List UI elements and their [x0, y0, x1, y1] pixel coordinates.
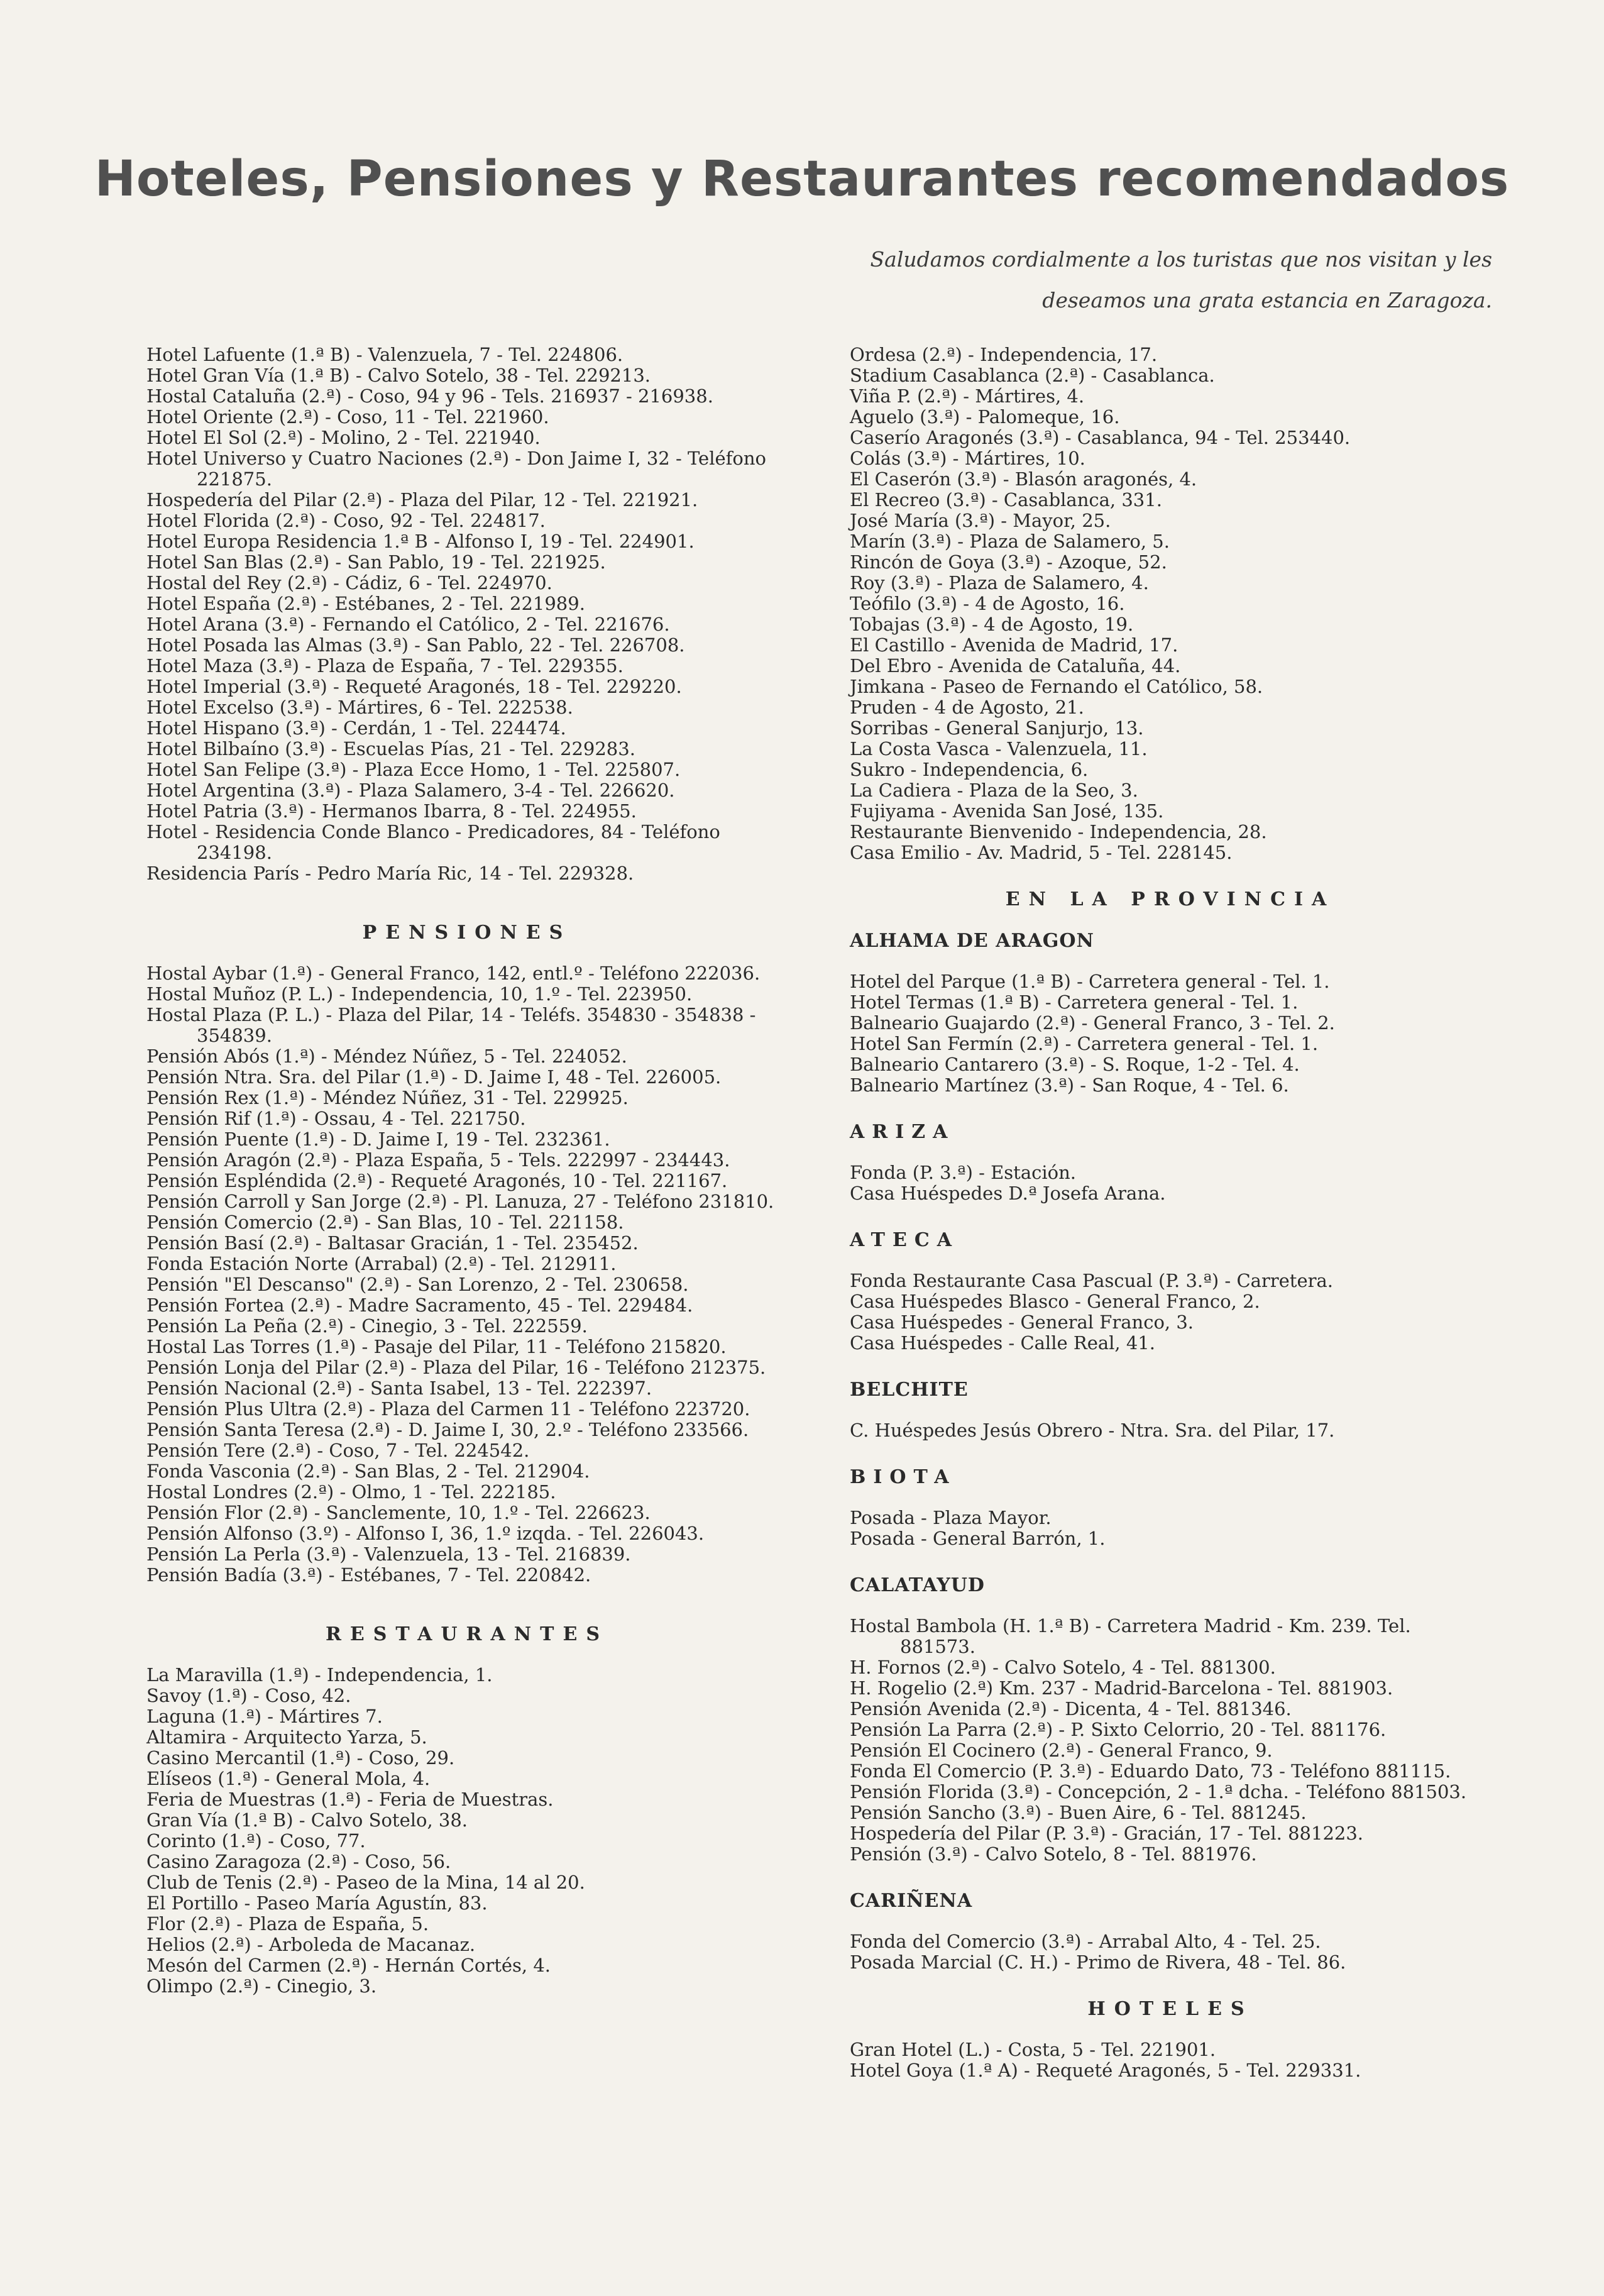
- province-entry: Casa Huéspedes - General Franco, 3.: [850, 1311, 1194, 1333]
- province-entry: Balneario Martínez (3.ª) - San Roque, 4 - Tel. 6.: [850, 1074, 1289, 1096]
- hotel-entry: Hotel Oriente (2.ª) - Coso, 11 - Tel. 221960.: [146, 406, 549, 428]
- restaurant-entry: Casino Mercantil (1.ª) - Coso, 29.: [146, 1747, 455, 1769]
- pension-entry: Pensión Alfonso (3.º) - Alfonso I, 36, 1.º izqda. - Tel. 226043.: [146, 1523, 705, 1544]
- hotel-entry: Hotel Hispano (3.ª) - Cerdán, 1 - Tel. 224474.: [146, 717, 566, 739]
- hotel-entry: Hostal del Rey (2.ª) - Cádiz, 6 - Tel. 224970.: [146, 572, 552, 593]
- province-entry: Balneario Cantarero (3.ª) - S. Roque, 1-2 - Tel. 4.: [850, 1054, 1300, 1075]
- restaurant-entry: Savoy (1.ª) - Coso, 42.: [146, 1685, 351, 1706]
- restaurant-entry: Laguna (1.ª) - Mártires 7.: [146, 1706, 383, 1727]
- intro-text: [612, 239, 1492, 321]
- restaurant-entry: Mesón del Carmen (2.ª) - Hernán Cortés, 4.: [146, 1955, 551, 1976]
- restaurant-entry: La Cadiera - Plaza de la Seo, 3.: [850, 780, 1138, 801]
- hotel-entry: Hotel Goya (1.ª A) - Requeté Aragonés, 5 - Tel. 229331.: [850, 2060, 1361, 2081]
- restaurant-entry: Restaurante Bienvenido - Independencia, 28.: [850, 821, 1267, 842]
- restaurant-entry: La Maravilla (1.ª) - Independencia, 1.: [146, 1664, 493, 1686]
- province-entry: Pensión (3.ª) - Calvo Sotelo, 8 - Tel. 881976.: [850, 1843, 1257, 1865]
- pension-entry: Pensión Rif (1.ª) - Ossau, 4 - Tel. 221750.: [146, 1108, 526, 1129]
- restaurant-entry: La Costa Vasca - Valenzuela, 11.: [850, 738, 1148, 759]
- restaurant-entry: Teófilo (3.ª) - 4 de Agosto, 16.: [850, 593, 1125, 614]
- pension-entry: Pensión Plus Ultra (2.ª) - Plaza del Carmen 11 - Teléfono 223720.: [146, 1398, 750, 1420]
- restaurant-entry: Helios (2.ª) - Arboleda de Macanaz.: [146, 1934, 476, 1955]
- province-entry: C. Huéspedes Jesús Obrero - Ntra. Sra. del Pilar, 17.: [850, 1420, 1335, 1441]
- pension-entry: Fonda Vasconia (2.ª) - San Blas, 2 - Tel. 212904.: [146, 1460, 590, 1482]
- hotel-entry: Hotel Gran Vía (1.ª B) - Calvo Sotelo, 38 - Tel. 229213.: [146, 365, 651, 386]
- town-heading: ARIZA: [850, 1121, 955, 1143]
- spacer: [850, 1401, 1491, 1420]
- province-entry: Casa Huéspedes D.ª Josefa Arana.: [850, 1183, 1166, 1204]
- hotel-entry: Hotel Excelso (3.ª) - Mártires, 6 - Tel. 222538.: [146, 697, 573, 718]
- province-entry: Hotel San Fermín (2.ª) - Carretera general - Tel. 1.: [850, 1033, 1319, 1054]
- province-entry: Hospedería del Pilar (P. 3.ª) - Gracián, 17 - Tel. 881223.: [850, 1823, 1364, 1844]
- town-heading: BIOTA: [850, 1466, 957, 1488]
- restaurant-entry: Colás (3.ª) - Mártires, 10.: [850, 448, 1085, 469]
- spacer: [850, 1441, 1491, 1466]
- town-heading: CALATAYUD: [850, 1574, 985, 1596]
- province-entry: Fonda del Comercio (3.ª) - Arrabal Alto, 4 - Tel. 25.: [850, 1931, 1321, 1952]
- left-column: [146, 345, 788, 1997]
- restaurant-entry: El Caserón (3.ª) - Blasón aragonés, 4.: [850, 468, 1197, 490]
- hotel-entry: Hotel Lafuente (1.ª B) - Valenzuela, 7 - Tel. 224806.: [146, 344, 623, 365]
- pension-entry: Hostal Aybar (1.ª) - General Franco, 142, entl.º - Teléfono 222036.: [146, 963, 761, 984]
- province-entry: Casa Huéspedes - Calle Real, 41.: [850, 1332, 1155, 1354]
- hotel-entry: Residencia París - Pedro María Ric, 14 - Tel. 229328.: [146, 863, 634, 884]
- section-heading-provincia: EN LA PROVINCIA: [1005, 888, 1336, 910]
- province-entry: Fonda Restaurante Casa Pascual (P. 3.ª) - Carretera.: [850, 1270, 1333, 1291]
- restaurant-entry: Olimpo (2.ª) - Cinegio, 3.: [146, 1975, 377, 1997]
- hotel-entry: Hotel Universo y Cuatro Naciones (2.ª) - Don Jaime I, 32 - Teléfono 221875.: [146, 448, 766, 490]
- hotel-entry: Hotel Imperial (3.ª) - Requeté Aragonés, 18 - Tel. 229220.: [146, 676, 682, 697]
- province-entry: Fonda (P. 3.ª) - Estación.: [850, 1162, 1076, 1183]
- town-heading: ATECA: [850, 1229, 959, 1251]
- restaurant-entry: Elíseos (1.ª) - General Mola, 4.: [146, 1768, 431, 1789]
- province-entry: Casa Huéspedes Blasco - General Franco, 2.: [850, 1291, 1260, 1312]
- restaurant-entry: Sukro - Independencia, 6.: [850, 759, 1089, 780]
- spacer: [850, 1096, 1491, 1121]
- spacer: [850, 1144, 1491, 1162]
- pension-entry: Pensión Badía (3.ª) - Estébanes, 7 - Tel. 220842.: [146, 1564, 591, 1586]
- pension-entry: Pensión "El Descanso" (2.ª) - San Lorenzo, 2 - Tel. 230658.: [146, 1274, 689, 1295]
- page-title: Hoteles, Pensiones y Restaurantes recomendados: [94, 151, 1510, 207]
- hotel-entry: Hotel Argentina (3.ª) - Plaza Salamero, 3-4 - Tel. 226620.: [146, 780, 675, 801]
- restaurant-entry: Casa Emilio - Av. Madrid, 5 - Tel. 228145.: [850, 842, 1233, 863]
- spacer: [146, 1646, 788, 1665]
- pension-entry: Pensión Comercio (2.ª) - San Blas, 10 - Tel. 221158.: [146, 1211, 624, 1233]
- hotel-entry: Gran Hotel (L.) - Costa, 5 - Tel. 221901.: [850, 2039, 1216, 2060]
- pension-entry: Hostal Muñoz (P. L.) - Independencia, 10, 1.º - Tel. 223950.: [146, 983, 693, 1005]
- spacer: [850, 911, 1491, 930]
- pension-entry: Fonda Estación Norte (Arrabal) (2.ª) - Tel. 212911.: [146, 1253, 617, 1274]
- restaurant-entry: Marín (3.ª) - Plaza de Salamero, 5.: [850, 531, 1170, 552]
- town-heading: BELCHITE: [850, 1379, 969, 1401]
- pension-entry: Pensión Rex (1.ª) - Méndez Núñez, 31 - Tel. 229925.: [146, 1087, 629, 1108]
- province-entry: Posada - Plaza Mayor.: [850, 1507, 1052, 1528]
- restaurant-entry: Roy (3.ª) - Plaza de Salamero, 4.: [850, 572, 1149, 593]
- restaurant-entry: Tobajas (3.ª) - 4 de Agosto, 19.: [850, 614, 1134, 635]
- hotel-entry: Hotel Posada las Almas (3.ª) - San Pablo, 22 - Tel. 226708.: [146, 634, 685, 656]
- restaurant-entry: Del Ebro - Avenida de Cataluña, 44.: [850, 655, 1181, 676]
- spacer: [850, 1549, 1491, 1574]
- section-heading-pensiones: PENSIONES: [362, 922, 572, 944]
- hotel-entry: Hotel Patria (3.ª) - Hermanos Ibarra, 8 - Tel. 224955.: [146, 800, 637, 822]
- province-entry: Fonda El Comercio (P. 3.ª) - Eduardo Dato, 73 - Teléfono 881115.: [850, 1760, 1451, 1782]
- restaurant-entry: Ordesa (2.ª) - Independencia, 17.: [850, 344, 1158, 365]
- intro-line-1: Saludamos cordialmente a los turistas que nos visitan y les: [870, 247, 1492, 272]
- town-heading: CARIÑENA: [850, 1890, 973, 1912]
- province-entry: Pensión Florida (3.ª) - Concepción, 2 - 1.ª dcha. - Teléfono 881503.: [850, 1781, 1467, 1802]
- pension-entry: Pensión La Perla (3.ª) - Valenzuela, 13 - Tel. 216839.: [146, 1543, 631, 1565]
- hotel-entry: Hospedería del Pilar (2.ª) - Plaza del Pilar, 12 - Tel. 221921.: [146, 489, 698, 511]
- province-entry: Pensión Avenida (2.ª) - Dicenta, 4 - Tel. 881346.: [850, 1698, 1292, 1719]
- pension-entry: Pensión Carroll y San Jorge (2.ª) - Pl. Lanuza, 27 - Teléfono 231810.: [146, 1191, 774, 1212]
- hotel-entry: Hotel Bilbaíno (3.ª) - Escuelas Pías, 21 - Tel. 229283.: [146, 738, 635, 759]
- spacer: [850, 1912, 1491, 1931]
- restaurant-entry: José María (3.ª) - Mayor, 25.: [850, 510, 1111, 531]
- pension-entry: Pensión Espléndida (2.ª) - Requeté Aragonés, 10 - Tel. 221167.: [146, 1170, 728, 1191]
- province-entry: H. Rogelio (2.ª) Km. 237 - Madrid-Barcelona - Tel. 881903.: [850, 1677, 1393, 1699]
- restaurant-entry: El Castillo - Avenida de Madrid, 17.: [850, 634, 1178, 656]
- spacer: [850, 1597, 1491, 1616]
- hotel-entry: Hotel Europa Residencia 1.ª B - Alfonso I, 19 - Tel. 224901.: [146, 531, 695, 552]
- spacer: [850, 1973, 1491, 1998]
- pension-entry: Pensión Santa Teresa (2.ª) - D. Jaime I, 30, 2.º - Teléfono 233566.: [146, 1419, 749, 1440]
- pension-entry: Pensión Tere (2.ª) - Coso, 7 - Tel. 224542.: [146, 1440, 530, 1461]
- province-entry: Balneario Guajardo (2.ª) - General Franco, 3 - Tel. 2.: [850, 1012, 1335, 1034]
- town-heading: ALHAMA DE ARAGON: [850, 930, 1094, 952]
- spacer: [850, 1865, 1491, 1890]
- province-entry: Hostal Bambola (H. 1.ª B) - Carretera Madrid - Km. 239. Tel. 881573.: [850, 1615, 1411, 1657]
- intro-line-2: deseamos una grata estancia en Zaragoza.: [1042, 288, 1492, 312]
- hotel-entry: Hostal Cataluña (2.ª) - Coso, 94 y 96 - Tels. 216937 - 216938.: [146, 385, 713, 407]
- restaurant-entry: Rincón de Goya (3.ª) - Azoque, 52.: [850, 551, 1167, 573]
- spacer: [850, 1252, 1491, 1271]
- pension-entry: Hostal Londres (2.ª) - Olmo, 1 - Tel. 222185.: [146, 1481, 556, 1503]
- province-entry: Hotel Termas (1.ª B) - Carretera general - Tel. 1.: [850, 991, 1299, 1013]
- pension-entry: Pensión Aragón (2.ª) - Plaza España, 5 - Tels. 222997 - 234443.: [146, 1149, 730, 1171]
- hotel-entry: Hotel El Sol (2.ª) - Molino, 2 - Tel. 221940.: [146, 427, 541, 448]
- pension-entry: Hostal Plaza (P. L.) - Plaza del Pilar, 14 - Teléfs. 354830 - 354838 - 354839.: [146, 1004, 756, 1046]
- spacer: [850, 1204, 1491, 1229]
- spacer: [850, 2021, 1491, 2039]
- restaurant-entry: Casino Zaragoza (2.ª) - Coso, 56.: [146, 1851, 451, 1872]
- pension-entry: Pensión Abós (1.ª) - Méndez Núñez, 5 - Tel. 224052.: [146, 1046, 627, 1067]
- section-heading-hoteles: HOTELES: [1087, 1998, 1253, 2020]
- province-entry: Pensión Sancho (3.ª) - Buen Aire, 6 - Tel. 881245.: [850, 1802, 1307, 1823]
- right-column: [850, 345, 1491, 2081]
- restaurant-entry: Altamira - Arquitecto Yarza, 5.: [146, 1726, 427, 1748]
- hotel-entry: Hotel Florida (2.ª) - Coso, 92 - Tel. 224817.: [146, 510, 546, 531]
- restaurant-entry: Club de Tenis (2.ª) - Paseo de la Mina, 14 al 20.: [146, 1872, 585, 1893]
- restaurant-entry: El Recreo (3.ª) - Casablanca, 331.: [850, 489, 1162, 511]
- restaurant-entry: Jimkana - Paseo de Fernando el Católico, 58.: [850, 676, 1263, 697]
- pension-entry: Pensión Nacional (2.ª) - Santa Isabel, 13 - Tel. 222397.: [146, 1377, 652, 1399]
- hotel-entry: Hotel Maza (3.ª) - Plaza de España, 7 - Tel. 229355.: [146, 655, 623, 676]
- pension-entry: Pensión Fortea (2.ª) - Madre Sacramento, 45 - Tel. 229484.: [146, 1294, 693, 1316]
- spacer: [850, 1489, 1491, 1508]
- restaurant-entry: Corinto (1.ª) - Coso, 77.: [146, 1830, 366, 1852]
- spacer: [850, 863, 1491, 888]
- restaurant-entry: Sorribas - General Sanjurjo, 13.: [850, 717, 1144, 739]
- hotel-entry: Hotel San Felipe (3.ª) - Plaza Ecce Homo, 1 - Tel. 225807.: [146, 759, 681, 780]
- province-entry: Pensión El Cocinero (2.ª) - General Franco, 9.: [850, 1740, 1273, 1761]
- restaurant-entry: Gran Vía (1.ª B) - Calvo Sotelo, 38.: [146, 1809, 468, 1831]
- pension-entry: Pensión La Peña (2.ª) - Cinegio, 3 - Tel. 222559.: [146, 1315, 588, 1337]
- hotel-entry: Hotel San Blas (2.ª) - San Pablo, 19 - Tel. 221925.: [146, 551, 606, 573]
- hotel-entry: Hotel - Residencia Conde Blanco - Predicadores, 84 - Teléfono 234198.: [146, 821, 720, 863]
- province-entry: Posada - General Barrón, 1.: [850, 1528, 1106, 1549]
- hotel-entry: Hotel España (2.ª) - Estébanes, 2 - Tel. 221989.: [146, 593, 585, 614]
- spacer: [146, 944, 788, 963]
- province-entry: Hotel del Parque (1.ª B) - Carretera general - Tel. 1.: [850, 971, 1330, 992]
- hotel-entry: Hotel Arana (3.ª) - Fernando el Católico, 2 - Tel. 221676.: [146, 614, 670, 635]
- pension-entry: Pensión Flor (2.ª) - Sanclemente, 10, 1.º - Tel. 226623.: [146, 1502, 651, 1523]
- pension-entry: Pensión Puente (1.ª) - D. Jaime I, 19 - Tel. 232361.: [146, 1129, 610, 1150]
- restaurant-entry: Fujiyama - Avenida San José, 135.: [850, 800, 1164, 822]
- restaurant-entry: Viña P. (2.ª) - Mártires, 4.: [850, 385, 1085, 407]
- province-entry: Posada Marcial (C. H.) - Primo de Rivera, 48 - Tel. 86.: [850, 1951, 1346, 1973]
- restaurant-entry: Flor (2.ª) - Plaza de España, 5.: [146, 1913, 429, 1934]
- pension-entry: Hostal Las Torres (1.ª) - Pasaje del Pilar, 11 - Teléfono 215820.: [146, 1336, 727, 1357]
- spacer: [850, 952, 1491, 971]
- pension-entry: Pensión Basí (2.ª) - Baltasar Gracián, 1 - Tel. 235452.: [146, 1232, 639, 1254]
- restaurant-entry: Pruden - 4 de Agosto, 21.: [850, 697, 1084, 718]
- restaurant-entry: Feria de Muestras (1.ª) - Feria de Muestras.: [146, 1789, 554, 1810]
- section-heading-restaurantes: RESTAURANTES: [325, 1623, 609, 1645]
- restaurant-entry: El Portillo - Paseo María Agustín, 83.: [146, 1892, 488, 1914]
- spacer: [850, 1354, 1491, 1379]
- restaurant-entry: Stadium Casablanca (2.ª) - Casablanca.: [850, 365, 1215, 386]
- province-entry: H. Fornos (2.ª) - Calvo Sotelo, 4 - Tel. 881300.: [850, 1657, 1276, 1678]
- restaurant-entry: Aguelo (3.ª) - Palomeque, 16.: [850, 406, 1120, 428]
- restaurant-entry: Caserío Aragonés (3.ª) - Casablanca, 94 - Tel. 253440.: [850, 427, 1351, 448]
- pension-entry: Pensión Lonja del Pilar (2.ª) - Plaza del Pilar, 16 - Teléfono 212375.: [146, 1357, 766, 1378]
- spacer: [146, 884, 788, 922]
- province-entry: Pensión La Parra (2.ª) - P. Sixto Celorrio, 20 - Tel. 881176.: [850, 1719, 1387, 1740]
- spacer: [146, 1586, 788, 1623]
- pension-entry: Pensión Ntra. Sra. del Pilar (1.ª) - D. Jaime I, 48 - Tel. 226005.: [146, 1066, 722, 1088]
